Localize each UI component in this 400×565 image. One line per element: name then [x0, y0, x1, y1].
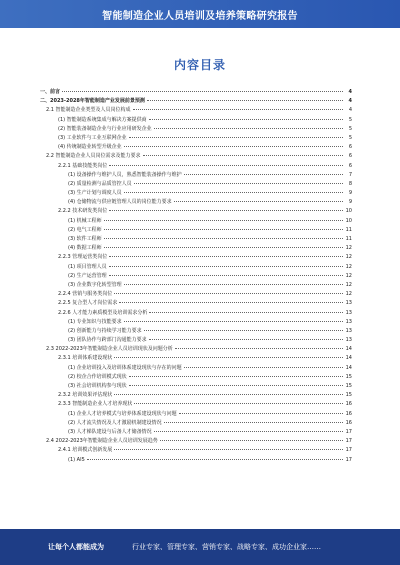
toc-entry-text: (1) 企业人才培养模式与培养体系建设现状与问题 — [68, 410, 177, 417]
toc-entry-text: (4) 仓储物流与供应链管理人员的岗位能力要求 — [68, 199, 172, 206]
toc-page-number: 11 — [345, 226, 352, 233]
toc-entry-text: (2) 生产运营管理 — [68, 272, 107, 279]
toc-entry-text: (2) 电气工程师 — [68, 226, 102, 233]
toc-entry[interactable] — [40, 198, 352, 207]
toc-entry[interactable] — [40, 235, 352, 244]
report-title: 智能制造企业人员培训及培养策略研究报告 — [102, 10, 298, 22]
toc-entry-text: (3) 软件工程师 — [68, 236, 102, 242]
toc-entry[interactable] — [40, 290, 352, 299]
toc-dot-leader — [124, 321, 343, 322]
toc-entry[interactable] — [40, 143, 352, 152]
toc-entry-text: (2) 人才流失情况及人才激励机制建设情况 — [68, 419, 162, 426]
toc-entry-text: (3) 团队协作与跨部门沟通能力要求 — [68, 337, 147, 344]
toc-page-number: 15 — [345, 392, 352, 399]
page-header — [0, 0, 400, 28]
toc-page-number: 14 — [345, 355, 352, 362]
toc-dot-leader — [109, 165, 343, 166]
toc-dot-leader — [154, 128, 343, 129]
toc-page-number: 14 — [345, 346, 352, 353]
toc-page-number: 10 — [345, 217, 352, 224]
toc-entry-text: 2.3.3 智能制造企业人才培养现状 — [58, 401, 133, 408]
toc-entry[interactable] — [40, 97, 352, 106]
toc-entry[interactable] — [40, 226, 352, 235]
toc-dot-leader — [149, 312, 343, 313]
toc-page-number: 13 — [345, 327, 352, 334]
toc-entry-text: 2.2.1 基础技能类岗位 — [58, 162, 108, 169]
toc-page-number: 4 — [348, 89, 352, 95]
toc-page-number: 4 — [348, 107, 352, 114]
toc-page-number: 12 — [345, 281, 352, 288]
toc-dot-leader — [109, 266, 343, 267]
toc-page-number: 12 — [345, 263, 352, 270]
toc-dot-leader — [119, 302, 343, 303]
toc-entry[interactable] — [40, 419, 352, 428]
toc-entry[interactable] — [40, 134, 352, 143]
toc-entry-text: (1) 企业培训投入及培训体系建设现状与存在的问题 — [68, 364, 182, 371]
toc-dot-leader — [175, 348, 343, 349]
toc-entry-text: 2.2.6 人才能力素质模型及培训需求分析 — [58, 309, 148, 316]
toc-entry[interactable] — [40, 88, 352, 97]
toc-entry[interactable] — [40, 272, 352, 281]
toc-page-number: 12 — [345, 291, 352, 298]
toc-page-number: 6 — [348, 162, 352, 169]
toc-entry-text: (3) 企业数字化转型管理 — [68, 281, 122, 288]
toc-dot-leader — [124, 192, 343, 193]
toc-entry-text: (3) 工业软件与工业互联网企业 — [58, 134, 127, 141]
toc-page-number: 10 — [345, 208, 352, 215]
toc-dot-leader — [149, 339, 343, 340]
toc-dot-leader — [104, 220, 343, 221]
toc-entry[interactable] — [40, 309, 352, 318]
toc-entry[interactable] — [40, 180, 352, 189]
toc-entry[interactable] — [40, 327, 352, 336]
toc-dot-leader — [174, 201, 343, 202]
toc-page-number: 15 — [345, 383, 352, 389]
toc-entry-text: (1) 专业知识与技能要求 — [68, 318, 122, 325]
toc-entry[interactable] — [40, 263, 352, 272]
toc-entry[interactable] — [40, 354, 352, 363]
toc-entry[interactable] — [40, 299, 352, 308]
toc-dot-leader — [129, 376, 343, 377]
toc-entry[interactable] — [40, 217, 352, 226]
toc-entry-text: 2.2.5 复合型人才岗位需求 — [58, 300, 118, 307]
toc-entry-text: 二、2023-2028年智能制造产业发展前景预测 — [40, 98, 145, 105]
toc-dot-leader — [114, 449, 343, 450]
toc-dot-leader — [104, 238, 343, 239]
toc-entry[interactable] — [40, 318, 352, 327]
toc-entry[interactable] — [40, 437, 352, 446]
toc-page-number: 12 — [345, 254, 352, 261]
toc-entry-text: (1) 机械工程师 — [68, 217, 102, 224]
toc-entry[interactable] — [40, 244, 352, 253]
toc-page-number: 6 — [348, 153, 352, 160]
toc-dot-leader — [149, 119, 343, 120]
toc-entry-text: (3) 生产计划与调度人员 — [68, 190, 122, 197]
toc-dot-leader — [124, 146, 343, 147]
toc-dot-leader — [104, 247, 343, 248]
toc-entry-text: (1) 设备操作与维护人员，熟悉智能装备操作与维护 — [68, 171, 182, 178]
toc-dot-leader — [109, 275, 343, 276]
toc-entry[interactable] — [40, 400, 352, 409]
toc-page-number: 12 — [345, 272, 352, 279]
toc-dot-leader — [129, 137, 343, 138]
toc-page-number: 8 — [348, 180, 352, 187]
toc-page-number: 4 — [348, 98, 352, 105]
toc-page-number: 12 — [345, 245, 352, 252]
toc-entry[interactable] — [40, 446, 352, 455]
toc-entry-text: 2.3.1 培训体系建设现状 — [58, 355, 113, 362]
toc-page-number: 17 — [345, 447, 352, 454]
toc-entry[interactable] — [40, 428, 352, 437]
table-of-contents — [40, 88, 352, 465]
toc-entry-text: (3) 社会培训机构参与现状 — [68, 383, 127, 389]
toc-dot-leader — [154, 431, 343, 432]
toc-entry-text: 一、前言 — [40, 89, 61, 95]
toc-entry-text: (2) 创新能力与持续学习能力要求 — [68, 327, 142, 334]
toc-entry[interactable] — [40, 152, 352, 161]
toc-entry[interactable] — [40, 125, 352, 134]
toc-entry[interactable] — [40, 345, 352, 354]
toc-dot-leader — [104, 229, 343, 230]
toc-dot-leader — [164, 422, 343, 423]
toc-entry[interactable] — [40, 281, 352, 290]
toc-entry[interactable] — [40, 410, 352, 419]
toc-entry-text: (4) 传统制造业转型升级企业 — [58, 144, 122, 151]
toc-dot-leader — [62, 91, 343, 92]
toc-dot-leader — [143, 155, 343, 156]
toc-page-number: 17 — [345, 428, 352, 435]
toc-page-number: 17 — [345, 456, 352, 463]
toc-dot-leader — [109, 210, 343, 211]
toc-dot-leader — [87, 459, 343, 460]
toc-page-number: 16 — [345, 410, 352, 417]
toc-entry-text: 2.4 2022-2023年智能制造企业人员培训发展趋势 — [46, 438, 158, 445]
toc-dot-leader — [144, 330, 343, 331]
toc-entry-text: (2) 智能装备制造企业与行业应用研发企业 — [58, 125, 152, 132]
toc-entry[interactable] — [40, 106, 352, 115]
toc-page-number: 5 — [348, 125, 352, 132]
footer-slogan-left: 让每个人都能成为 — [48, 543, 104, 551]
toc-entry-text: (3) 人才梯队建设与后备人才储备情况 — [68, 428, 152, 435]
toc-entry-text: (1) AI5 — [68, 456, 85, 463]
toc-dot-leader — [184, 367, 343, 368]
toc-entry[interactable] — [40, 207, 352, 216]
toc-dot-leader — [160, 440, 343, 441]
toc-page-number: 5 — [348, 116, 352, 123]
toc-page-number: 13 — [345, 318, 352, 325]
toc-entry[interactable] — [40, 253, 352, 262]
toc-entry[interactable] — [40, 373, 352, 382]
toc-entry-text: (1) 项目管理人员 — [68, 263, 107, 270]
toc-page-number: 14 — [345, 364, 352, 371]
toc-dot-leader — [114, 357, 343, 358]
toc-page-number: 13 — [345, 300, 352, 307]
toc-entry[interactable] — [40, 116, 352, 125]
toc-dot-leader — [133, 109, 343, 110]
toc-page-number: 5 — [348, 134, 352, 141]
toc-dot-leader — [129, 385, 343, 386]
toc-entry-text: 2.2 智能制造企业人员岗位需求及能力要求 — [46, 153, 141, 160]
toc-dot-leader — [134, 183, 343, 184]
toc-page-number: 11 — [345, 236, 352, 242]
toc-entry[interactable] — [40, 189, 352, 198]
toc-entry-text: 2.4.1 培训模式创新发展 — [58, 447, 113, 454]
toc-page-number: 13 — [345, 309, 352, 316]
toc-entry-text: 2.3 2022-2023年智能制造企业人员培训现状及问题分析 — [46, 346, 173, 353]
toc-page-number: 9 — [348, 199, 352, 206]
toc-dot-leader — [114, 293, 343, 294]
toc-entry-text: (4) 数据工程师 — [68, 245, 102, 252]
toc-dot-leader — [124, 284, 343, 285]
toc-entry-text: 2.2.3 管理运营类岗位 — [58, 254, 108, 261]
footer-slogan-right: 行业专家、管理专家、营销专家、战略专家、成功企业家…… — [132, 543, 321, 551]
toc-page-number: 6 — [348, 144, 352, 151]
toc-page-number: 7 — [348, 171, 352, 178]
toc-entry[interactable] — [40, 171, 352, 180]
toc-page-number: 9 — [348, 190, 352, 197]
toc-entry-text: (2) 质量检测与品质管控人员 — [68, 180, 132, 187]
toc-entry-text: 2.3.2 培训效果评估现状 — [58, 392, 113, 399]
toc-page-number: 15 — [345, 373, 352, 380]
toc-entry-text: (2) 校企合作培训模式现状 — [68, 373, 127, 380]
toc-entry-text: 2.2.4 营销与服务类岗位 — [58, 291, 113, 298]
toc-entry-text: (1) 智能制造系统集成与解决方案提供商 — [58, 116, 147, 123]
toc-page-number: 13 — [345, 337, 352, 344]
toc-dot-leader — [114, 394, 343, 395]
toc-entry[interactable] — [40, 336, 352, 345]
toc-entry-text: 2.2.2 技术研发类岗位 — [58, 208, 108, 215]
toc-page-number: 17 — [345, 438, 352, 445]
toc-dot-leader — [179, 413, 343, 414]
toc-dot-leader — [109, 256, 343, 257]
toc-entry[interactable] — [40, 391, 352, 400]
toc-dot-leader — [184, 174, 343, 175]
toc-page-number: 16 — [345, 419, 352, 426]
toc-dot-leader — [147, 100, 343, 101]
page-footer — [0, 529, 400, 565]
toc-dot-leader — [134, 403, 343, 404]
toc-entry[interactable] — [40, 456, 352, 465]
toc-page-number: 16 — [345, 401, 352, 408]
toc-entry[interactable] — [40, 162, 352, 171]
toc-entry[interactable] — [40, 382, 352, 391]
toc-title: 内容目录 — [173, 58, 226, 72]
toc-entry-text: 2.1 智能制造企业类型及人员岗位构成 — [46, 107, 131, 114]
toc-entry[interactable] — [40, 364, 352, 373]
